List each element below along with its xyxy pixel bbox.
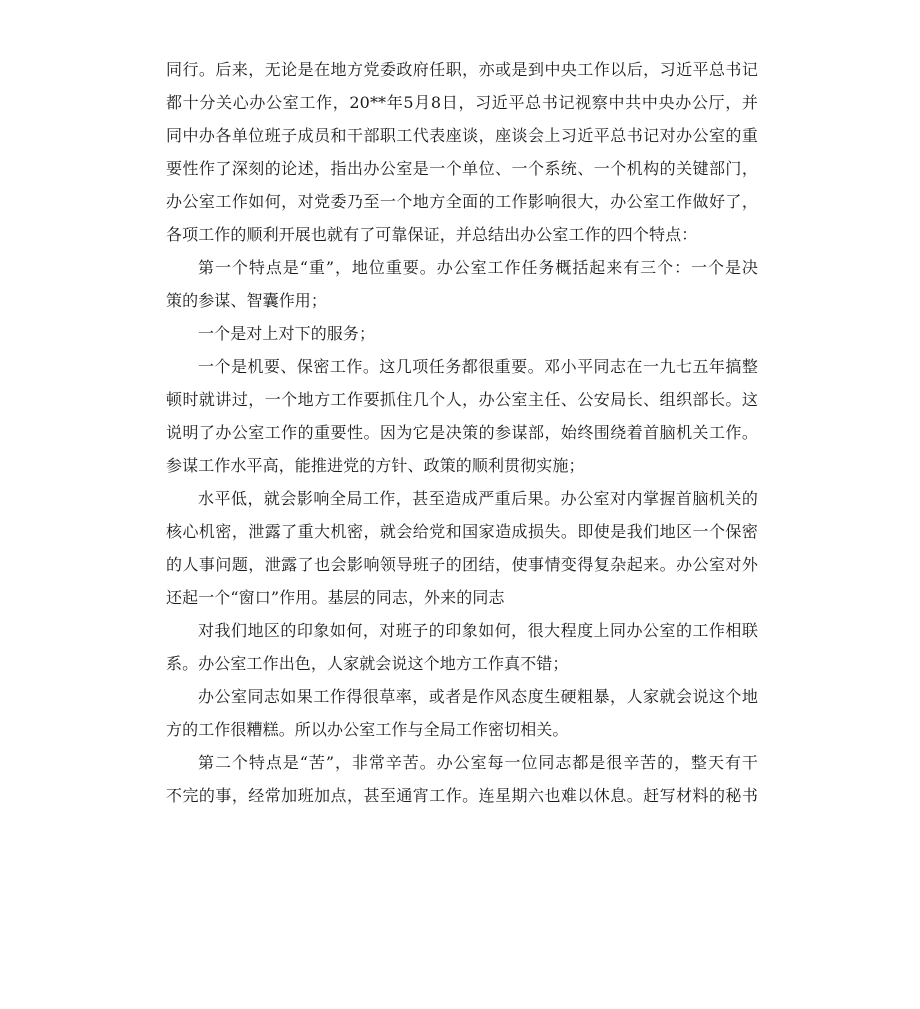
- text-line: 系。办公室工作出色，人家就会说这个地方工作真不错；: [166, 654, 569, 673]
- text-line: 同行。后来，无论是在地方党委政府任职，亦或是到中央工作以后，习近平总书记: [166, 60, 758, 79]
- text-line: 同中办各单位班子成员和干部职工代表座谈，座谈会上习近平总书记对办公室的重: [166, 126, 758, 145]
- text-line: 一个是对上对下的服务；: [198, 324, 376, 343]
- text-line: 策的参谋、智囊作用；: [166, 291, 328, 310]
- text-line: 都十分关心办公室工作，20**年5月8日，习近平总书记视察中共中央办公厅，并: [166, 93, 758, 112]
- text-line: 要性作了深刻的论述，指出办公室是一个单位、一个系统、一个机构的关键部门，: [166, 159, 758, 178]
- text-line: 水平低，就会影响全局工作，甚至造成严重后果。办公室对内掌握首脑机关的: [198, 489, 758, 508]
- text-line: 办公室同志如果工作得很草率，或者是作风态度生硬粗暴，人家就会说这个地: [198, 687, 758, 706]
- text-line: 顿时就讲过，一个地方工作要抓住几个人，办公室主任、公安局长、组织部长。这: [166, 390, 758, 409]
- text-line: 核心机密，泄露了重大机密，就会给党和国家造成损失。即使是我们地区一个保密: [166, 522, 758, 541]
- text-line: 对我们地区的印象如何，对班子的印象如何，很大程度上同办公室的工作相联: [198, 621, 758, 640]
- text-line: 第一个特点是“重”，地位重要。办公室工作任务概括起来有三个：一个是决: [198, 258, 758, 277]
- text-line: 不完的事，经常加班加点，甚至通宵工作。连星期六也难以休息。赶写材料的秘书: [166, 786, 758, 805]
- text-line: 一个是机要、保密工作。这几项任务都很重要。邓小平同志在一九七五年搞整: [198, 357, 758, 376]
- text-line: 参谋工作水平高，能推进党的方针、政策的顺利贯彻实施；: [166, 456, 585, 475]
- text-line: 办公室工作如何，对党委乃至一个地方全面的工作影响很大，办公室工作做好了，: [166, 192, 758, 211]
- text-line: 还起一个“窗口”作用。基层的同志，外来的同志: [166, 588, 505, 607]
- text-line: 的人事问题，泄露了也会影响领导班子的团结，使事情变得复杂起来。办公室对外: [166, 555, 758, 574]
- text-line: 各项工作的顺利开展也就有了可靠保证，并总结出办公室工作的四个特点：: [166, 225, 698, 244]
- document-page: [166, 53, 758, 812]
- text-line: 第二个特点是“苦”，非常辛苦。办公室每一位同志都是很辛苦的，整天有干: [198, 753, 758, 772]
- text-line: 说明了办公室工作的重要性。因为它是决策的参谋部，始终围绕着首脑机关工作。: [166, 423, 758, 442]
- text-line: 方的工作很糟糕。所以办公室工作与全局工作密切相关。: [166, 720, 569, 739]
